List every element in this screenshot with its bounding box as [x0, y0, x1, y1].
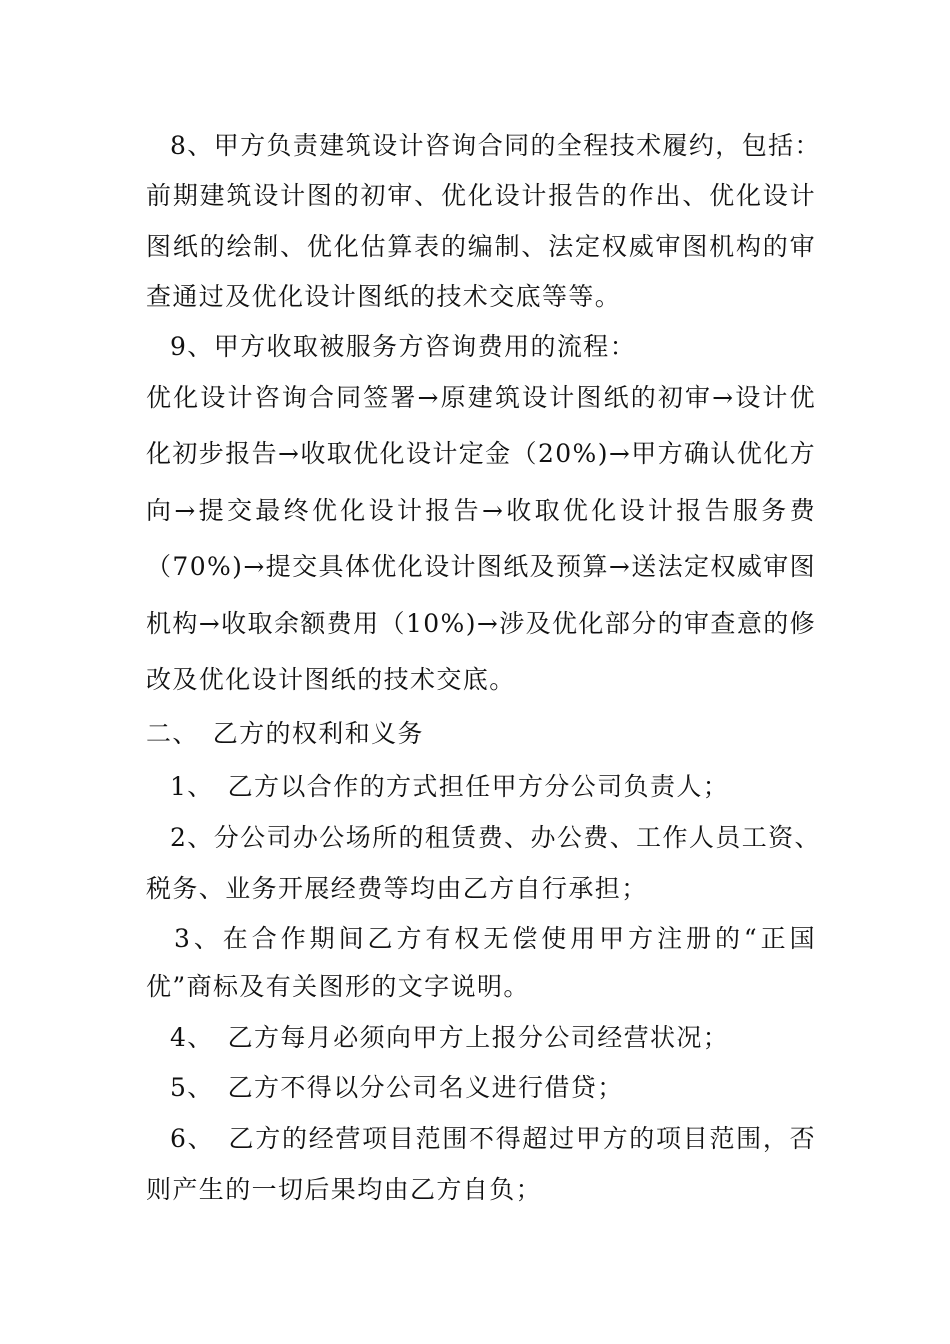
- text-line-6: 优化设计咨询合同签署→原建筑设计图纸的初审→设计优: [146, 383, 816, 412]
- text-line-21: 则产生的一切后果均由乙方自负；: [146, 1175, 543, 1204]
- text-line-16: 3、在合作期间乙方有权无偿使用甲方注册的“正国: [174, 924, 816, 953]
- text-line-9: （70%)→提交具体优化设计图纸及预算→送法定权威审图: [146, 552, 817, 581]
- text-line-8: 向→提交最终优化设计报告→收取优化设计报告服务费: [146, 496, 816, 525]
- text-line-1: 8、甲方负责建筑设计咨询合同的全程技术履约，包括：: [170, 131, 821, 160]
- text-line-11: 改及优化设计图纸的技术交底。: [146, 665, 516, 694]
- text-line-4: 查通过及优化设计图纸的技术交底等等。: [146, 282, 622, 311]
- text-line-15: 税务、业务开展经费等均由乙方自行承担；: [146, 874, 648, 903]
- text-line-14: 2、分公司办公场所的租赁费、办公费、工作人员工资、: [170, 823, 821, 852]
- section-heading: 二、 乙方的权利和义务: [146, 719, 424, 748]
- text-line-2: 前期建筑设计图的初审、优化设计报告的作出、优化设计: [146, 181, 816, 210]
- text-line-13: 1、 乙方以合作的方式担任甲方分公司负责人；: [170, 772, 730, 801]
- text-line-19: 5、 乙方不得以分公司名义进行借贷；: [170, 1073, 624, 1102]
- text-line-3: 图纸的绘制、优化估算表的编制、法定权威审图机构的审: [146, 232, 816, 261]
- text-line-10: 机构→收取余额费用（10%)→涉及优化部分的审查意的修: [146, 609, 817, 638]
- text-line-7: 化初步报告→收取优化设计定金（20%)→甲方确认优化方: [146, 439, 817, 468]
- text-line-17: 优”商标及有关图形的文字说明。: [146, 972, 530, 1001]
- text-line-20: 6、 乙方的经营项目范围不得超过甲方的项目范围，否: [170, 1124, 816, 1153]
- text-line-5: 9、甲方收取被服务方咨询费用的流程：: [170, 332, 637, 361]
- text-line-18: 4、 乙方每月必须向甲方上报分公司经营状况；: [170, 1023, 730, 1052]
